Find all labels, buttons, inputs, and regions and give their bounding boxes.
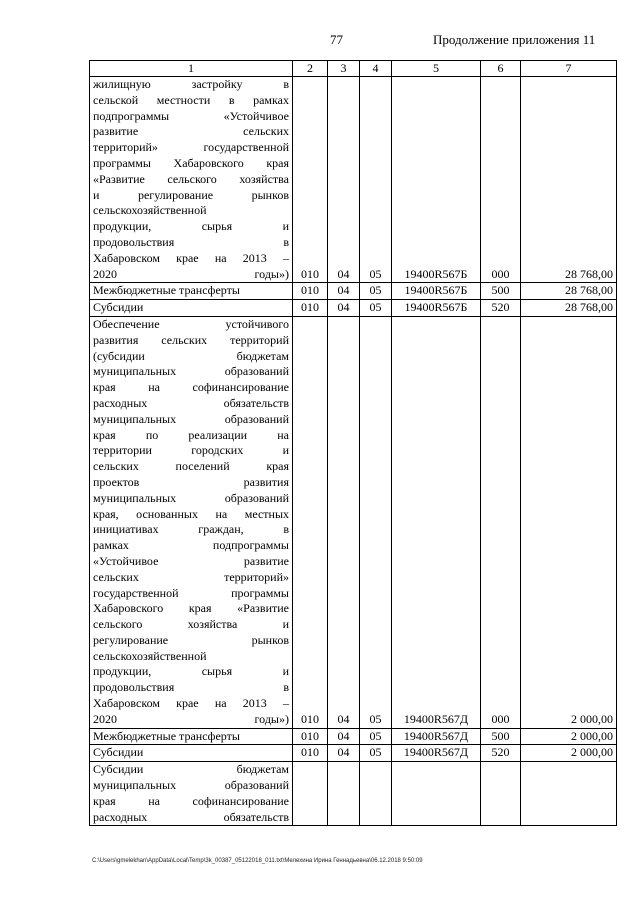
description-line: муниципальных образований	[93, 364, 289, 379]
description-line: края на софинансирование	[93, 380, 289, 395]
expense-type-cell	[481, 762, 521, 826]
section-code-cell: 04	[328, 745, 360, 762]
budget-table	[89, 60, 617, 826]
ministry-code-cell: 010	[293, 77, 328, 283]
description-line: (субсидии бюджетам	[93, 348, 289, 363]
amount-cell: 28 768,00	[521, 283, 617, 300]
description-line: Хабаровском крае на 2013 –	[93, 250, 289, 265]
description-line: края, основанных на местных	[93, 506, 289, 521]
description-line: территории городских и	[93, 443, 289, 458]
file-path-footer: C:\Users\gmelekhan\AppData\Local\Temp\3k_00387_05122018_011.txt\Мелехина Ирина Геннадьевна\06.12.2018 9:50:09	[92, 858, 423, 864]
table-row	[90, 762, 617, 826]
description-line: «Устойчивое развитие	[93, 553, 289, 568]
subsection-code-cell: 05	[360, 728, 392, 745]
section-code-cell: 04	[328, 77, 360, 283]
description-line: программы Хабаровского края	[93, 155, 289, 170]
row-description	[90, 283, 293, 300]
description-line: территорий» государственной	[93, 140, 289, 155]
row-description	[90, 300, 293, 317]
amount-cell: 2 000,00	[521, 745, 617, 762]
section-code-cell	[328, 762, 360, 826]
description-line: муниципальных образований	[93, 490, 289, 505]
column-header: 7	[521, 61, 617, 77]
description-line: края по реализации на	[93, 427, 289, 442]
ministry-code-cell: 010	[293, 745, 328, 762]
description-line: края на софинансирование	[93, 793, 289, 808]
section-code-cell: 04	[328, 300, 360, 317]
target-article-cell: 19400R567Б	[392, 283, 481, 300]
description-line: расходных обязательств	[93, 809, 289, 824]
column-header: 1	[90, 61, 293, 77]
description-line: расходных обязательств	[93, 395, 289, 410]
description-line: Межбюджетные трансферты	[93, 283, 240, 298]
description-line: продукции, сырья и	[93, 219, 289, 234]
target-article-cell: 19400R567Д	[392, 728, 481, 745]
description-line: Хабаровском крае на 2013 –	[93, 696, 289, 711]
description-line: рамках подпрограммы	[93, 538, 289, 553]
description-line: сельских территорий»	[93, 569, 289, 584]
table-row	[90, 728, 617, 745]
description-line: сельской местности в рамках	[93, 92, 289, 107]
target-article-cell: 19400R567Д	[392, 316, 481, 728]
description-line: проектов развития	[93, 474, 289, 489]
description-line: Хабаровского края «Развитие	[93, 601, 289, 616]
ministry-code-cell: 010	[293, 728, 328, 745]
target-article-cell: 19400R567Б	[392, 77, 481, 283]
description-line: Межбюджетные трансферты	[93, 728, 240, 743]
description-line: развития сельских территорий	[93, 332, 289, 347]
section-code-cell: 04	[328, 316, 360, 728]
description-line: «Развитие сельского хозяйства	[93, 171, 289, 186]
page-number: 77	[330, 32, 343, 47]
target-article-cell: 19400R567Б	[392, 300, 481, 317]
subsection-code-cell	[360, 762, 392, 826]
expense-type-cell: 520	[481, 300, 521, 317]
expense-type-cell: 520	[481, 745, 521, 762]
row-description	[90, 77, 293, 283]
description-line: Обеспечение устойчивого	[93, 316, 289, 331]
expense-type-cell: 500	[481, 283, 521, 300]
description-line: государственной программы	[93, 585, 289, 600]
ministry-code-cell: 010	[293, 300, 328, 317]
table-row	[90, 316, 617, 728]
amount-cell: 2 000,00	[521, 728, 617, 745]
table-header-row	[90, 61, 617, 77]
row-description	[90, 728, 293, 745]
row-description	[90, 316, 293, 728]
description-line: и регулирование рынков	[93, 187, 289, 202]
amount-cell: 2 000,00	[521, 316, 617, 728]
description-line: подпрограммы «Устойчивое	[93, 108, 289, 123]
subsection-code-cell: 05	[360, 316, 392, 728]
subsection-code-cell: 05	[360, 745, 392, 762]
description-line: 2020 годы»)	[93, 266, 289, 281]
section-code-cell: 04	[328, 283, 360, 300]
expense-type-cell: 000	[481, 77, 521, 283]
subsection-code-cell: 05	[360, 283, 392, 300]
section-code-cell: 04	[328, 728, 360, 745]
table-row	[90, 300, 617, 317]
amount-cell: 28 768,00	[521, 300, 617, 317]
target-article-cell: 19400R567Д	[392, 745, 481, 762]
description-line: Субсидии	[93, 300, 144, 315]
description-line: продукции, сырья и	[93, 664, 289, 679]
description-line: сельского хозяйства и	[93, 617, 289, 632]
appendix-continuation-title: Продолжение приложения 11	[433, 32, 596, 47]
description-line: развитие сельских	[93, 124, 289, 139]
description-line: сельскохозяйственной	[93, 648, 207, 663]
description-line: инициативах граждан, в	[93, 522, 289, 537]
expense-type-cell: 500	[481, 728, 521, 745]
description-line: продовольствия в	[93, 234, 289, 249]
description-line: муниципальных образований	[93, 411, 289, 426]
subsection-code-cell: 05	[360, 77, 392, 283]
row-description	[90, 745, 293, 762]
description-line: жилищную застройку в	[93, 77, 289, 91]
column-header: 5	[392, 61, 481, 77]
description-line: Субсидии	[93, 745, 144, 760]
description-line: продовольствия в	[93, 680, 289, 695]
column-header: 3	[328, 61, 360, 77]
column-header: 6	[481, 61, 521, 77]
subsection-code-cell: 05	[360, 300, 392, 317]
description-line: муниципальных образований	[93, 778, 289, 793]
table-row	[90, 745, 617, 762]
description-line: Субсидии бюджетам	[93, 762, 289, 777]
row-description	[90, 762, 293, 826]
target-article-cell	[392, 762, 481, 826]
table-row	[90, 283, 617, 300]
description-line: сельскохозяйственной	[93, 203, 207, 218]
ministry-code-cell: 010	[293, 316, 328, 728]
ministry-code-cell	[293, 762, 328, 826]
amount-cell: 28 768,00	[521, 77, 617, 283]
column-header: 4	[360, 61, 392, 77]
amount-cell	[521, 762, 617, 826]
column-header: 2	[293, 61, 328, 77]
description-line: регулирование рынков	[93, 632, 289, 647]
expense-type-cell: 000	[481, 316, 521, 728]
ministry-code-cell: 010	[293, 283, 328, 300]
description-line: сельских поселений края	[93, 459, 289, 474]
table-row	[90, 77, 617, 283]
description-line: 2020 годы»)	[93, 711, 289, 726]
